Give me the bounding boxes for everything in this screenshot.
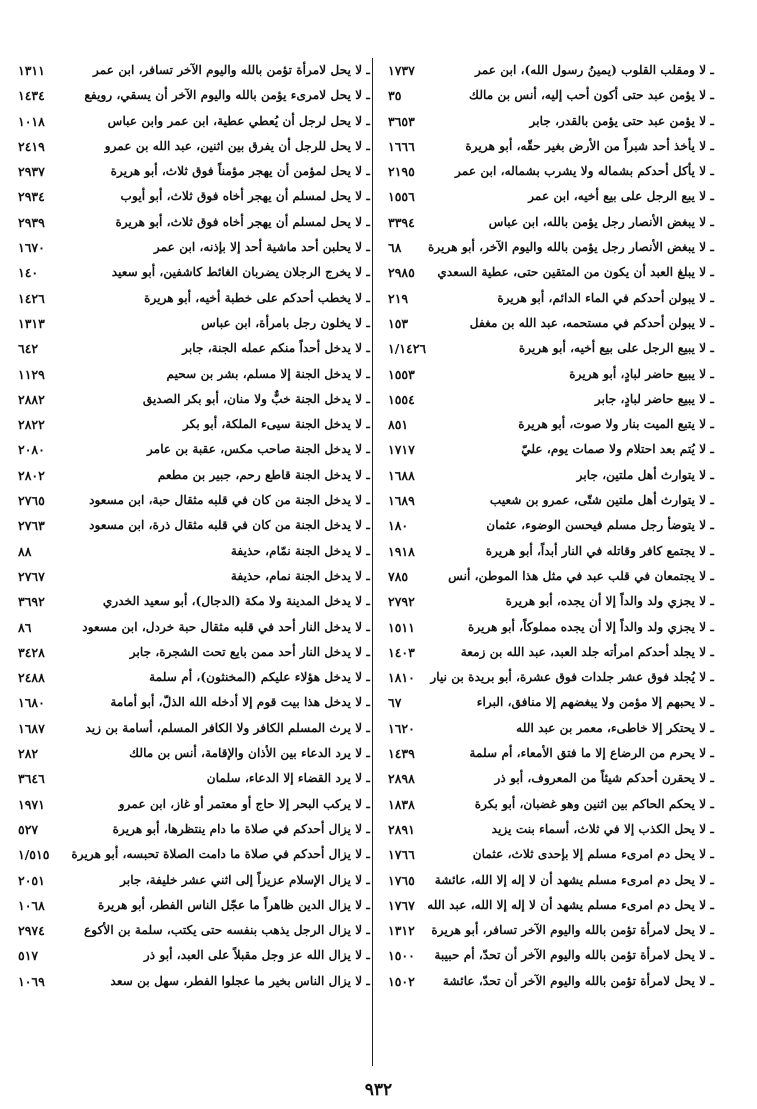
index-entry (384, 716, 714, 741)
hadith-number: ١٦٨٩ (388, 493, 415, 509)
index-entry (12, 690, 370, 715)
hadith-text: ـ لا يحل لمسلم أن يهجر أخاه فوق ثلاث، أبو هريرة (115, 214, 370, 229)
hadith-text: ـ لا يُجلد فوق عشر جلدات فوق عشرة، أبو بريدة بن نيار (430, 670, 714, 685)
index-entry (12, 83, 370, 108)
hadith-number: ١٥٣ (388, 315, 409, 331)
index-entry (384, 690, 714, 715)
hadith-number: ٢٧٦٣ (18, 518, 45, 534)
hadith-text: ـ لا يدخل النار أحد في قلبه مثقال حبة خردل، ابن مسعود (82, 619, 370, 634)
index-entry (384, 513, 714, 538)
hadith-text: ـ لا يجزي ولد والداً إلا أن يجده، أبو هريرة (505, 594, 714, 609)
hadith-text: ـ لا يزال الدين ظاهراً ما عجّل الناس الفطر، أبو هريرة (97, 897, 370, 912)
hadith-number: ٢٠٥١ (18, 872, 45, 888)
index-entry (12, 488, 370, 513)
index-entry (12, 412, 370, 437)
hadith-text: ـ لا يحل دم امرىء مسلم إلا بإحدى ثلاث، عثمان (472, 847, 714, 862)
index-entry (12, 260, 370, 285)
hadith-number: ٢٨٩٨ (388, 771, 415, 787)
hadith-number: ١٦٨٧ (18, 720, 45, 736)
hadith-text: ـ لا يأكل أحدكم بشماله ولا يشرب بشماله، ابن عمر (455, 164, 714, 179)
hadith-text: ـ لا يحل دم امرىء مسلم يشهد أن لا إله إلا الله، عبد الله (427, 897, 714, 912)
hadith-number: ٣٤٢٨ (18, 644, 45, 660)
hadith-text: ـ لا يبيع حاضر لبادٍ، جابر (594, 391, 714, 406)
hadith-text: ـ لا يدخل الجنة خبٌّ ولا منان، أبو بكر الصديق (142, 391, 370, 406)
hadith-number: ٦٨ (388, 240, 402, 256)
hadith-number: ١٦٦٦ (388, 138, 415, 154)
hadith-number: ١٣١٣ (18, 315, 45, 331)
hadith-text: ـ لا يحل لامرىء يؤمن بالله واليوم الآخر أن يسقي، رويفع (84, 88, 370, 103)
index-entry (384, 817, 714, 842)
hadith-number: ٢٨٩١ (388, 821, 415, 837)
hadith-text: ـ لا يبغض الأنصار رجل يؤمن بالله، ابن عباس (488, 214, 714, 229)
hadith-text: ـ لا يبع الرجل على بيع أخيه، ابن عمر (528, 189, 714, 204)
hadith-text: ـ لا يدخل الجنة من كان في قلبه مثقال حبة، ابن مسعود (89, 493, 370, 508)
index-entry (12, 969, 370, 994)
hadith-text: ـ لا يحل الكذب إلا في ثلاث، أسماء بنت يزيد (491, 821, 714, 836)
hadith-number: ١٥٥٤ (388, 391, 415, 407)
hadith-number: ١٤٢٦ (18, 290, 45, 306)
index-entry (12, 513, 370, 538)
hadith-number: ٢٨٢٢ (18, 417, 45, 433)
hadith-text: ـ لا يبيع الرجل على بيع أخيه، أبو هريرة (518, 341, 714, 356)
index-entry (12, 842, 370, 867)
index-entry (12, 817, 370, 842)
hadith-text: ـ لا يدخل أحداً منكم عمله الجنة، جابر (182, 341, 370, 356)
hadith-number: ١/١٤٢٦ (388, 341, 427, 357)
hadith-number: ٢٩٧٤ (18, 923, 45, 939)
hadith-number: ١٩٧١ (18, 796, 45, 812)
hadith-number: ١٨٠ (388, 518, 409, 534)
hadith-number: ١٥٥٦ (388, 189, 415, 205)
hadith-number: ٥٢٧ (18, 821, 39, 837)
hadith-number: ٣٦٤٦ (18, 771, 45, 787)
index-entry (384, 437, 714, 462)
hadith-text: ـ لا يبلغ العبد أن يكون من المتقين حتى، عطية السعدي (437, 265, 714, 280)
hadith-text: ـ لا يحبهم إلا مؤمن ولا يبغضهم إلا منافق، البراء (476, 695, 714, 710)
index-entry (384, 488, 714, 513)
index-entry (384, 615, 714, 640)
hadith-number: ٢١٩ (388, 290, 409, 306)
hadith-text: ـ لا يدخل الجنة قاطع رحم، جبير بن مطعم (157, 467, 370, 482)
hadith-text: ـ لا يتوارث أهل ملتين شتّى، عمرو بن شعيب (489, 493, 714, 508)
hadith-number: ١٩١٨ (388, 543, 415, 559)
hadith-text: ـ لا يدخل النار أحد ممن بايع تحت الشجرة، جابر (129, 644, 370, 659)
index-entry (12, 868, 370, 893)
index-entry (384, 741, 714, 766)
index-entry (12, 463, 370, 488)
left-column (12, 58, 370, 994)
index-entry (12, 766, 370, 791)
index-entry (12, 741, 370, 766)
hadith-number: ٢٨٠٢ (18, 467, 45, 483)
index-entry (384, 235, 714, 260)
hadith-text: ـ لا ومقلب القلوب (يمينُ رسول الله)، ابن عمر (475, 63, 714, 77)
hadith-number: ٦٤٢ (18, 341, 39, 357)
hadith-text: ـ لا يدخل الجنة نمّام، حذيفة (230, 543, 370, 558)
hadith-number: ٢٤٨٨ (18, 670, 45, 686)
hadith-number: ٢٨٢ (18, 746, 39, 762)
hadith-number: ١٣١٢ (388, 923, 415, 939)
hadith-text: ـ لا يدخل هذا بيت قوم إلا أدخله الله الذلّ، أبو أمامة (110, 695, 370, 710)
hadith-text: ـ لا يزال الله عز وجل مقبلاً على العبد، أبو ذر (143, 948, 370, 963)
hadith-text: ـ لا يجتمع كافر وقاتله في النار أبداً، أبو هريرة (485, 543, 714, 558)
hadith-text: ـ لا يحلبن أحد ماشية أحد إلا بإذنه، ابن عمر (153, 240, 370, 255)
index-entry (12, 564, 370, 589)
index-entry (384, 336, 714, 361)
hadith-number: ٣٣٩٤ (388, 214, 415, 230)
hadith-text: ـ لا يحل لمسلم أن يهجر أخاه فوق ثلاث، أبو أيوب (120, 189, 370, 204)
hadith-text: ـ لا يدخل الجنة سيىء الملكة، أبو بكر (182, 417, 370, 432)
index-entry (384, 159, 714, 184)
index-entry (384, 286, 714, 311)
index-entry (12, 943, 370, 968)
index-entry (384, 868, 714, 893)
hadith-text: ـ لا يؤمن عبد حتى يؤمن بالقدر، جابر (529, 113, 714, 128)
hadith-text: ـ لا يأخذ أحد شبراً من الأرض بغير حقّه، أبو هريرة (465, 138, 714, 153)
hadith-text: ـ لا يحرم من الرضاع إلا ما فتق الأمعاء، أم سلمة (469, 746, 714, 761)
hadith-text: ـ لا يحتكر إلا خاطىء، معمر بن عبد الله (516, 720, 714, 735)
index-entry (12, 665, 370, 690)
column-divider (372, 58, 373, 1066)
hadith-number: ٢٧٦٥ (18, 493, 45, 509)
hadith-number: ١٥٥٣ (388, 366, 415, 382)
index-entry (384, 311, 714, 336)
hadith-number: ٢٧٩٢ (388, 594, 415, 610)
index-entry (12, 792, 370, 817)
hadith-number: ٨٦ (18, 619, 32, 635)
hadith-text: ـ لا يحقرن أحدكم شيئاً من المعروف، أبو ذر (494, 771, 714, 786)
index-entry (384, 969, 714, 994)
hadith-text: ـ لا يدخل هؤلاء عليكم (المخنثون)، أم سلمة (149, 670, 370, 685)
hadith-number: ٢٤١٩ (18, 138, 45, 154)
hadith-text: ـ لا يحل لرجل أن يُعطي عطية، ابن عمر وابن عباس (107, 113, 370, 128)
hadith-text: ـ لا يزال أحدكم في صلاة ما دام ينتظرها، أبو هريرة (112, 821, 370, 836)
hadith-text: ـ لا يحل لمؤمن أن يهجر مؤمناً فوق ثلاث، أبو هريرة (110, 164, 370, 179)
index-entry (384, 210, 714, 235)
index-entry (12, 589, 370, 614)
hadith-text: ـ لا يدخل الجنة نمام، حذيفة (230, 568, 370, 583)
hadith-number: ١٦٧٠ (18, 240, 45, 256)
index-entry (12, 311, 370, 336)
index-entry (384, 387, 714, 412)
hadith-number: ١٧٦٦ (388, 847, 415, 863)
index-entry (384, 893, 714, 918)
hadith-number: ١٦٨٨ (388, 467, 415, 483)
hadith-number: ١٥١١ (388, 619, 415, 635)
hadith-text: ـ لا يدخل الجنة من كان في قلبه مثقال ذرة، ابن مسعود (89, 518, 370, 533)
hadith-text: ـ لا يحل دم امرىء مسلم يشهد أن لا إله إلا الله، عائشة (434, 872, 714, 887)
index-entry (12, 640, 370, 665)
index-entry (384, 665, 714, 690)
hadith-number: ١٤٠٣ (388, 644, 415, 660)
hadith-number: ٢٩٣٧ (18, 164, 45, 180)
page-number: ٩٣٢ (364, 1080, 393, 1100)
hadith-text: ـ لا يزال الإسلام عزيزاً إلى اثني عشر خليفة، جابر (120, 872, 370, 887)
hadith-text: ـ لا يبولن أحدكم في الماء الدائم، أبو هريرة (497, 290, 714, 305)
index-entry (384, 918, 714, 943)
hadith-number: ١٧١٧ (388, 442, 415, 458)
hadith-text: ـ لا يبولن أحدكم في مستحمه، عبد الله بن مغفل (469, 315, 714, 330)
index-entry (384, 943, 714, 968)
hadith-number: ١٥٠٠ (388, 948, 415, 964)
hadith-text: ـ لا يجلد أحدكم امرأته جلد العبد، عبد الله بن زمعة (460, 644, 714, 659)
hadith-text: ـ لا يحل لامرأة تؤمن بالله واليوم الآخر تسافر، ابن عمر (93, 63, 370, 77)
index-entry (384, 58, 714, 83)
hadith-text: ـ لا يرد القضاء إلا الدعاء، سلمان (206, 771, 370, 786)
hadith-text: ـ لا يحكم الحاكم بين اثنين وهو غضبان، أبو بكرة (474, 796, 714, 811)
index-entry (12, 716, 370, 741)
hadith-text: ـ لا يحل لامرأة تؤمن بالله واليوم الآخر أن تحدّ، أم حبيبة (434, 948, 714, 963)
hadith-text: ـ لا يحل للرجل أن يفرق بين اثنين، عبد الله بن عمرو (104, 138, 370, 153)
index-entry (384, 842, 714, 867)
hadith-number: ١١٢٩ (18, 366, 45, 382)
hadith-number: ١٦٨٠ (18, 695, 45, 711)
index-entry (12, 286, 370, 311)
index-entry (12, 615, 370, 640)
hadith-text: ـ لا يخطب أحدكم على خطبة أخيه، أبو هريرة (144, 290, 370, 305)
index-entry (384, 766, 714, 791)
hadith-number: ١٤٠ (18, 265, 39, 281)
index-entry (384, 184, 714, 209)
hadith-number: ١٠١٨ (18, 113, 45, 129)
hadith-text: ـ لا يدخل الجنة صاحب مكس، عقبة بن عامر (146, 442, 370, 457)
hadith-number: ١٤٣٤ (18, 88, 45, 104)
hadith-number: ٢٨٨٢ (18, 391, 45, 407)
hadith-number: ١٨٣٨ (388, 796, 415, 812)
hadith-text: ـ لا يخرج الرجلان يضربان الغائط كاشفين، أبو سعيد (111, 265, 370, 280)
hadith-text: ـ لا يجزي ولد والداً إلا أن يجده مملوكاً، أبو هريرة (467, 619, 714, 634)
index-entry (384, 412, 714, 437)
hadith-number: ٣٥ (388, 88, 402, 104)
hadith-text: ـ لا يزال الناس بخير ما عجلوا الفطر، سهل بن سعد (110, 973, 370, 988)
hadith-text: ـ لا يُتم بعد احتلام ولا صمات يوم، عليّ (521, 442, 714, 457)
index-entry (384, 362, 714, 387)
hadith-number: ٦٧ (388, 695, 402, 711)
hadith-text: ـ لا يدخل المدينة ولا مكة (الدجال)، أبو سعيد الخدري (102, 594, 370, 609)
hadith-text: ـ لا يحل لامرأة تؤمن بالله واليوم الآخر تسافر، أبو هريرة (431, 923, 714, 938)
index-entry (12, 539, 370, 564)
hadith-number: ١٧٣٧ (388, 63, 415, 78)
index-entry (384, 640, 714, 665)
index-entry (12, 235, 370, 260)
index-entry (12, 387, 370, 412)
index-entry (12, 58, 370, 83)
hadith-number: ٣٦٩٢ (18, 594, 45, 610)
index-entry (12, 362, 370, 387)
index-entry (12, 134, 370, 159)
hadith-number: ٢٩٣٤ (18, 189, 45, 205)
hadith-number: ١٣١١ (18, 63, 45, 78)
hadith-text: ـ لا يتوارث أهل ملتين، جابر (576, 467, 714, 482)
hadith-text: ـ لا يركب البحر إلا حاج أو معتمر أو غاز، ابن عمرو (118, 796, 370, 811)
index-entry (12, 109, 370, 134)
right-column (384, 58, 714, 994)
index-entry (384, 109, 714, 134)
hadith-text: ـ لا يزال الرجل يذهب بنفسه حتى يكتب، سلمة بن الأكوع (84, 923, 370, 938)
hadith-text: ـ لا يرد الدعاء بين الأذان والإقامة، أنس بن مالك (129, 746, 370, 761)
hadith-text: ـ لا يدخل الجنة إلا مسلم، بشر بن سحيم (166, 366, 370, 381)
hadith-number: ٢٠٨٠ (18, 442, 45, 458)
hadith-number: ٧٨٥ (388, 568, 409, 584)
hadith-text: ـ لا يبيع حاضر لبادٍ، أبو هريرة (569, 366, 714, 381)
index-entry (384, 589, 714, 614)
hadith-text: ـ لا يحل لامرأة تؤمن بالله واليوم الآخر أن تحدّ، عائشة (442, 973, 714, 988)
hadith-text: ـ لا يؤمن عبد حتى أكون أحب إليه، أنس بن مالك (469, 88, 714, 103)
hadith-number: ١٠٦٨ (18, 897, 45, 913)
index-entry (12, 336, 370, 361)
hadith-number: ٨٥١ (388, 417, 409, 433)
hadith-number: ١٥٠٢ (388, 973, 415, 989)
hadith-number: ٥١٧ (18, 948, 39, 964)
index-entry (12, 893, 370, 918)
index-entry (12, 918, 370, 943)
hadith-text: ـ لا يتبع الميت بنار ولا صوت، أبو هريرة (518, 417, 714, 432)
hadith-number: ١٦٢٠ (388, 720, 415, 736)
index-entry (384, 134, 714, 159)
hadith-number: ٨٨ (18, 543, 32, 559)
hadith-number: ١٤٣٩ (388, 746, 415, 762)
hadith-number: ٢٩٨٥ (388, 265, 415, 281)
hadith-number: ١/٥١٥ (18, 847, 50, 863)
hadith-text: ـ لا يجتمعان في قلب عبد في مثل هذا الموطن، أنس (448, 568, 714, 583)
hadith-number: ٢٩٣٩ (18, 214, 45, 230)
index-entry (384, 539, 714, 564)
index-entry (12, 437, 370, 462)
hadith-number: ١٧٦٧ (388, 897, 415, 913)
hadith-text: ـ لا يخلون رجل بامرأة، ابن عباس (201, 315, 370, 330)
index-entry (384, 564, 714, 589)
hadith-text: ـ لا يتوضأ رجل مسلم فيحسن الوضوء، عثمان (486, 518, 714, 533)
hadith-text: ـ لا يرث المسلم الكافر ولا الكافر المسلم، أسامة بن زيد (85, 720, 370, 735)
index-entry (12, 184, 370, 209)
hadith-number: ٣٦٥٣ (388, 113, 415, 129)
hadith-text: ـ لا يبغض الأنصار رجل يؤمن بالله واليوم الآخر، أبو هريرة (427, 240, 714, 255)
hadith-text: ـ لا يزال أحدكم في صلاة ما دامت الصلاة تحبسه، أبو هريرة (71, 847, 370, 862)
hadith-number: ١٧٦٥ (388, 872, 415, 888)
index-entry (384, 83, 714, 108)
index-entry (384, 463, 714, 488)
hadith-number: ٢٧٦٧ (18, 568, 45, 584)
index-entry (384, 792, 714, 817)
index-entry (12, 210, 370, 235)
hadith-number: ١٠٦٩ (18, 973, 45, 989)
hadith-number: ٢١٩٥ (388, 164, 415, 180)
index-entry (384, 260, 714, 285)
hadith-number: ١٨١٠ (388, 670, 415, 686)
index-entry (12, 159, 370, 184)
